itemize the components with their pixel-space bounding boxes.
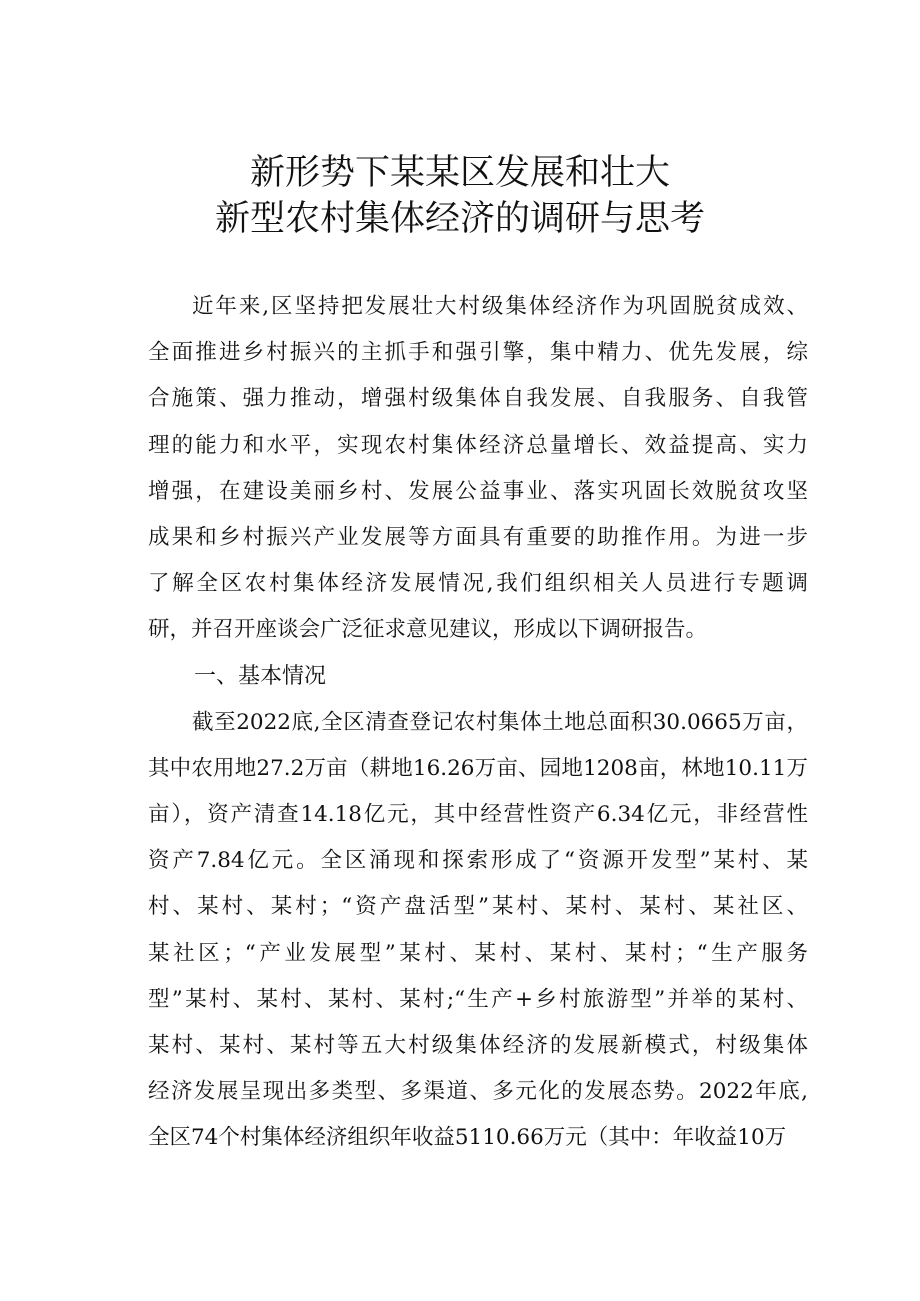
section-heading: 一、基本情况 xyxy=(194,663,327,689)
document-body xyxy=(148,284,808,1162)
paragraph-2-line: 经济发展呈现出多类型、多渠道、多元化的发展态势。2022年底, xyxy=(148,1079,808,1105)
paragraph-2-line: 全区74个村集体经济组织年收益5110.66万元（其中：年收益10万 xyxy=(148,1125,787,1151)
paragraph-2-line: 某村、某村、某村等五大村级集体经济的发展新模式，村级集体 xyxy=(148,1033,808,1058)
paragraph-1-line: 增强，在建设美丽乡村、发展公益事业、落实巩固长效脱贫攻坚 xyxy=(148,478,808,504)
paragraph-1-line: 成果和乡村振兴产业发展等方面具有重要的助推作用。为进一步 xyxy=(148,524,808,550)
paragraph-2-line: 型”某村、某村、某村、某村;“生产+乡村旅游型”并举的某村、 xyxy=(148,986,808,1012)
paragraph-1-line: 研，并召开座谈会广泛征求意见建议，形成以下调研报告。 xyxy=(148,617,708,643)
document-title xyxy=(0,150,920,242)
title-line-2: 新型农村集体经济的调研与思考 xyxy=(214,199,705,239)
paragraph-2-line: 某社区；“产业发展型”某村、某村、某村、某村；“生产服务 xyxy=(148,940,808,966)
paragraph-2-line: 截至2022底,全区清查登记农村集体土地总面积30.0665万亩， xyxy=(192,709,808,735)
paragraph-1-line: 了解全区农村集体经济发展情况,我们组织相关人员进行专题调 xyxy=(148,571,808,597)
paragraph-1-line: 合施策、强力推动，增强村级集体自我发展、自我服务、自我管 xyxy=(148,386,808,412)
paragraph-2-line: 资产7.84亿元。全区涌现和探索形成了“资源开发型”某村、某 xyxy=(148,848,808,874)
paragraph-1-line: 理的能力和水平，实现农村集体经济总量增长、效益提高、实力 xyxy=(148,432,808,458)
paragraph-2-line: 其中农用地27.2万亩（耕地16.26万亩、园地1208亩，林地10.11万 xyxy=(148,755,808,781)
paragraph-2-line: 亩），资产清查14.18亿元，其中经营性资产6.34亿元，非经营性 xyxy=(148,802,808,828)
title-line-1: 新形势下某某区发展和壮大 xyxy=(249,153,670,193)
paragraph-1-line: 近年来,区坚持把发展壮大村级集体经济作为巩固脱贫成效、 xyxy=(192,294,808,319)
paragraph-1-line: 全面推进乡村振兴的主抓手和强引擎，集中精力、优先发展，综 xyxy=(148,340,808,366)
paragraph-2-line: 村、某村、某村；“资产盘活型”某村、某村、某村、某社区、 xyxy=(148,894,808,920)
